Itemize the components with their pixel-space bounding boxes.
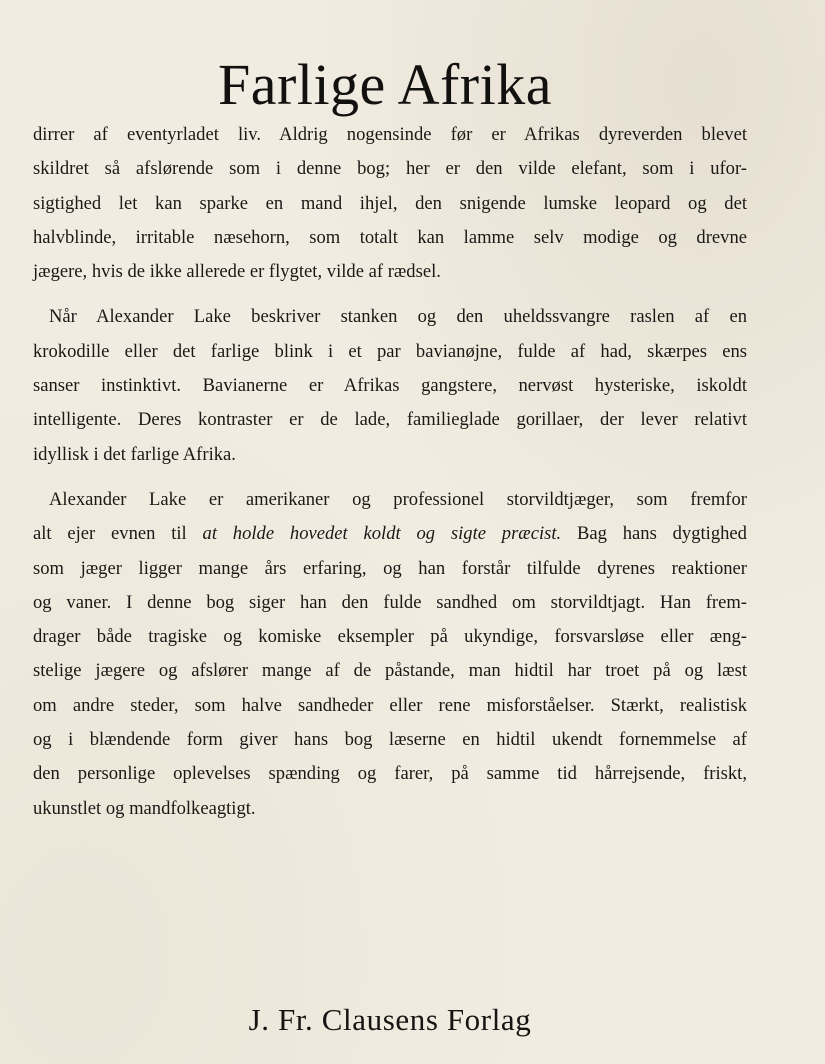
text-line: ukunstlet og mandfolkeagtigt. bbox=[33, 797, 256, 819]
paragraph-1 bbox=[33, 118, 747, 289]
publisher-name: J. Fr. Clausens Forlag bbox=[248, 1002, 532, 1037]
blurb-text bbox=[33, 118, 747, 837]
text-line: den personlige oplevelses spænding og farer, på samme tid hårrejsende, friskt, bbox=[33, 763, 747, 785]
text-line-with-emphasis bbox=[33, 517, 747, 551]
text-line: krokodille eller det farlige blink i et par bavianøjne, fulde af had, skærpes ens bbox=[33, 340, 747, 362]
paragraph-2 bbox=[33, 300, 747, 471]
text-line: idyllisk i det farlige Afrika. bbox=[33, 443, 236, 465]
text-line: stelige jægere og afslører mange af de påstande, man hidtil har troet på og læst bbox=[33, 660, 747, 682]
emphasis-text: at holde hovedet koldt og sigte præcist. bbox=[202, 523, 562, 545]
text-line: Når Alexander Lake beskriver stanken og den uheldssvangre raslen af en bbox=[49, 306, 747, 328]
text-line: om andre steder, som halve sandheder eller rene misforståelser. Stærkt, realistisk bbox=[33, 694, 747, 716]
text-line: og vaner. I denne bog siger han den fulde sandhed om storvildtjagt. Han frem- bbox=[33, 591, 747, 613]
text-line: sigtighed let kan sparke en mand ihjel, den snigende lumske leopard og det bbox=[33, 192, 747, 214]
text-line: intelligente. Deres kontraster er de lade, familieglade gorillaer, der lever relativt bbox=[33, 409, 747, 431]
text-segment: alt ejer evnen til bbox=[33, 523, 187, 545]
text-segment: Bag hans dygtighed bbox=[576, 523, 747, 545]
text-line: Alexander Lake er amerikaner og professionel storvildtjæger, som fremfor bbox=[49, 488, 747, 510]
text-line: og i blændende form giver hans bog læserne en hidtil ukendt fornemmelse af bbox=[33, 729, 747, 751]
text-line: dirrer af eventyrladet liv. Aldrig nogensinde før er Afrikas dyreverden blevet bbox=[33, 124, 747, 145]
text-line: sanser instinktivt. Bavianerne er Afrikas gangstere, nervøst hysteriske, iskoldt bbox=[33, 375, 747, 397]
text-line: drager både tragiske og komiske eksempler på ukyndige, forsvarsløse eller æng- bbox=[33, 626, 747, 648]
text-line: jægere, hvis de ikke allerede er flygtet, vilde af rædsel. bbox=[33, 261, 441, 283]
book-title: Farlige Afrika bbox=[218, 51, 552, 117]
text-line: skildret så afslørende som i denne bog; her er den vilde elefant, som i ufor- bbox=[33, 158, 747, 180]
text-line: halvblinde, irritable næsehorn, som totalt kan lamme selv modige og drevne bbox=[33, 226, 747, 248]
paragraph-3 bbox=[33, 483, 747, 826]
text-line: som jæger ligger mange års erfaring, og han forstår tilfulde dyrenes reaktioner bbox=[33, 557, 747, 579]
